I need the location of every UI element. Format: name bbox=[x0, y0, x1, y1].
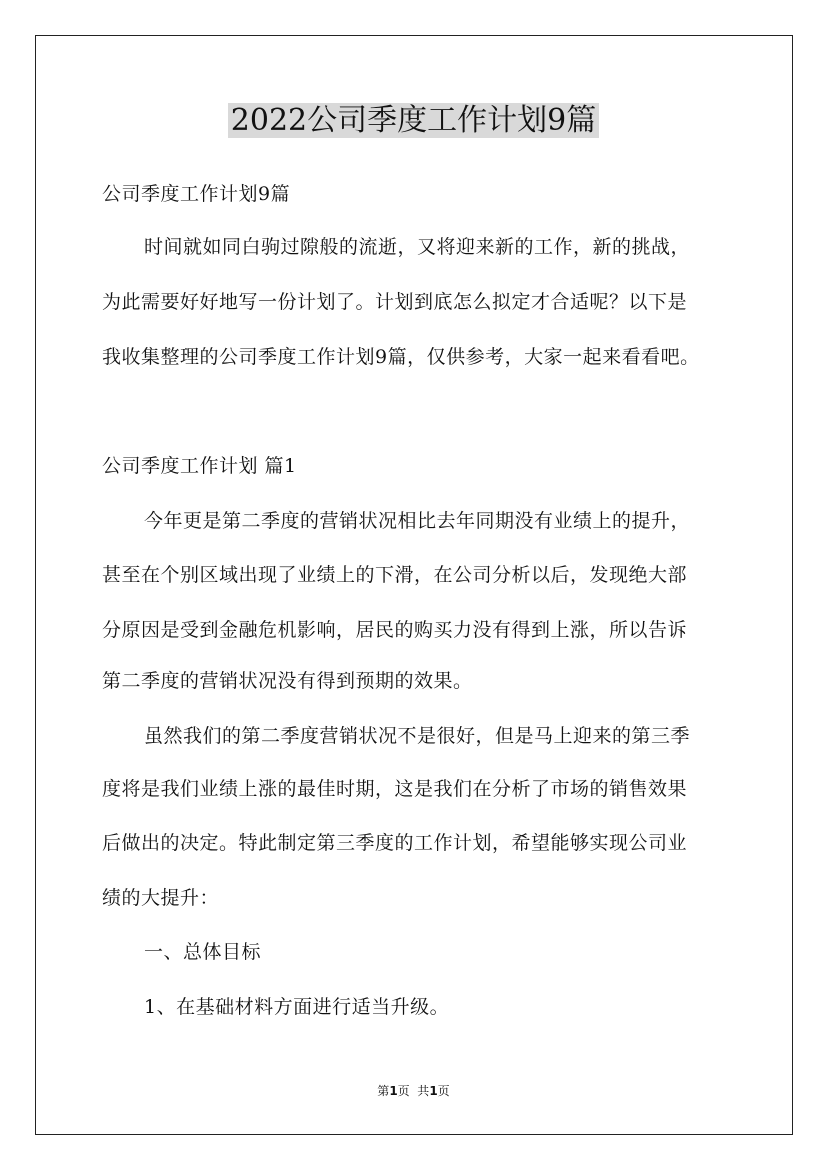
intro-line-3: 我收集整理的公司季度工作计划9篇，仅供参考，大家一起来看看吧。 bbox=[102, 346, 700, 368]
section-heading: 公司季度工作计划 篇1 bbox=[102, 455, 297, 477]
document-subtitle: 公司季度工作计划9篇 bbox=[102, 183, 291, 205]
paragraph2-line-4: 绩的大提升： bbox=[102, 887, 220, 909]
footer-page-suffix: 页 bbox=[437, 1084, 450, 1098]
document-title bbox=[0, 98, 827, 144]
footer-page-number: 1 bbox=[389, 1084, 398, 1098]
goal-item-1: 1、在基础材料方面进行适当升级。 bbox=[144, 996, 450, 1018]
intro-line-2: 为此需要好好地写一份计划了。计划到底怎么拟定才合适呢？以下是 bbox=[102, 291, 688, 313]
footer-page-total: 1 bbox=[429, 1084, 438, 1098]
paragraph2-line-2: 度将是我们业绩上涨的最佳时期，这是我们在分析了市场的销售效果 bbox=[102, 778, 688, 800]
page-footer bbox=[0, 1081, 827, 1101]
paragraph1-line-4: 第二季度的营销状况没有得到预期的效果。 bbox=[102, 670, 473, 692]
paragraph1-line-1: 今年更是第二季度的营销状况相比去年同期没有业绩上的提升， bbox=[144, 510, 691, 532]
paragraph1-line-3: 分原因是受到金融危机影响，居民的购买力没有得到上涨，所以告诉 bbox=[102, 619, 688, 641]
paragraph1-line-2: 甚至在个别区域出现了业绩上的下滑，在公司分析以后，发现绝大部 bbox=[102, 564, 688, 586]
intro-line-1: 时间就如同白驹过隙般的流逝，又将迎来新的工作，新的挑战， bbox=[144, 236, 691, 258]
document-title-text: 2022公司季度工作计划9篇 bbox=[228, 103, 599, 138]
paragraph2-line-3: 后做出的决定。特此制定第三季度的工作计划，希望能够实现公司业 bbox=[102, 832, 688, 854]
paragraph2-line-1: 虽然我们的第二季度营销状况不是很好，但是马上迎来的第三季 bbox=[144, 725, 691, 747]
footer-page-prefix: 第 bbox=[377, 1084, 390, 1098]
footer-page-mid: 页 共 bbox=[397, 1084, 430, 1098]
goal-heading: 一、总体目标 bbox=[144, 941, 262, 963]
